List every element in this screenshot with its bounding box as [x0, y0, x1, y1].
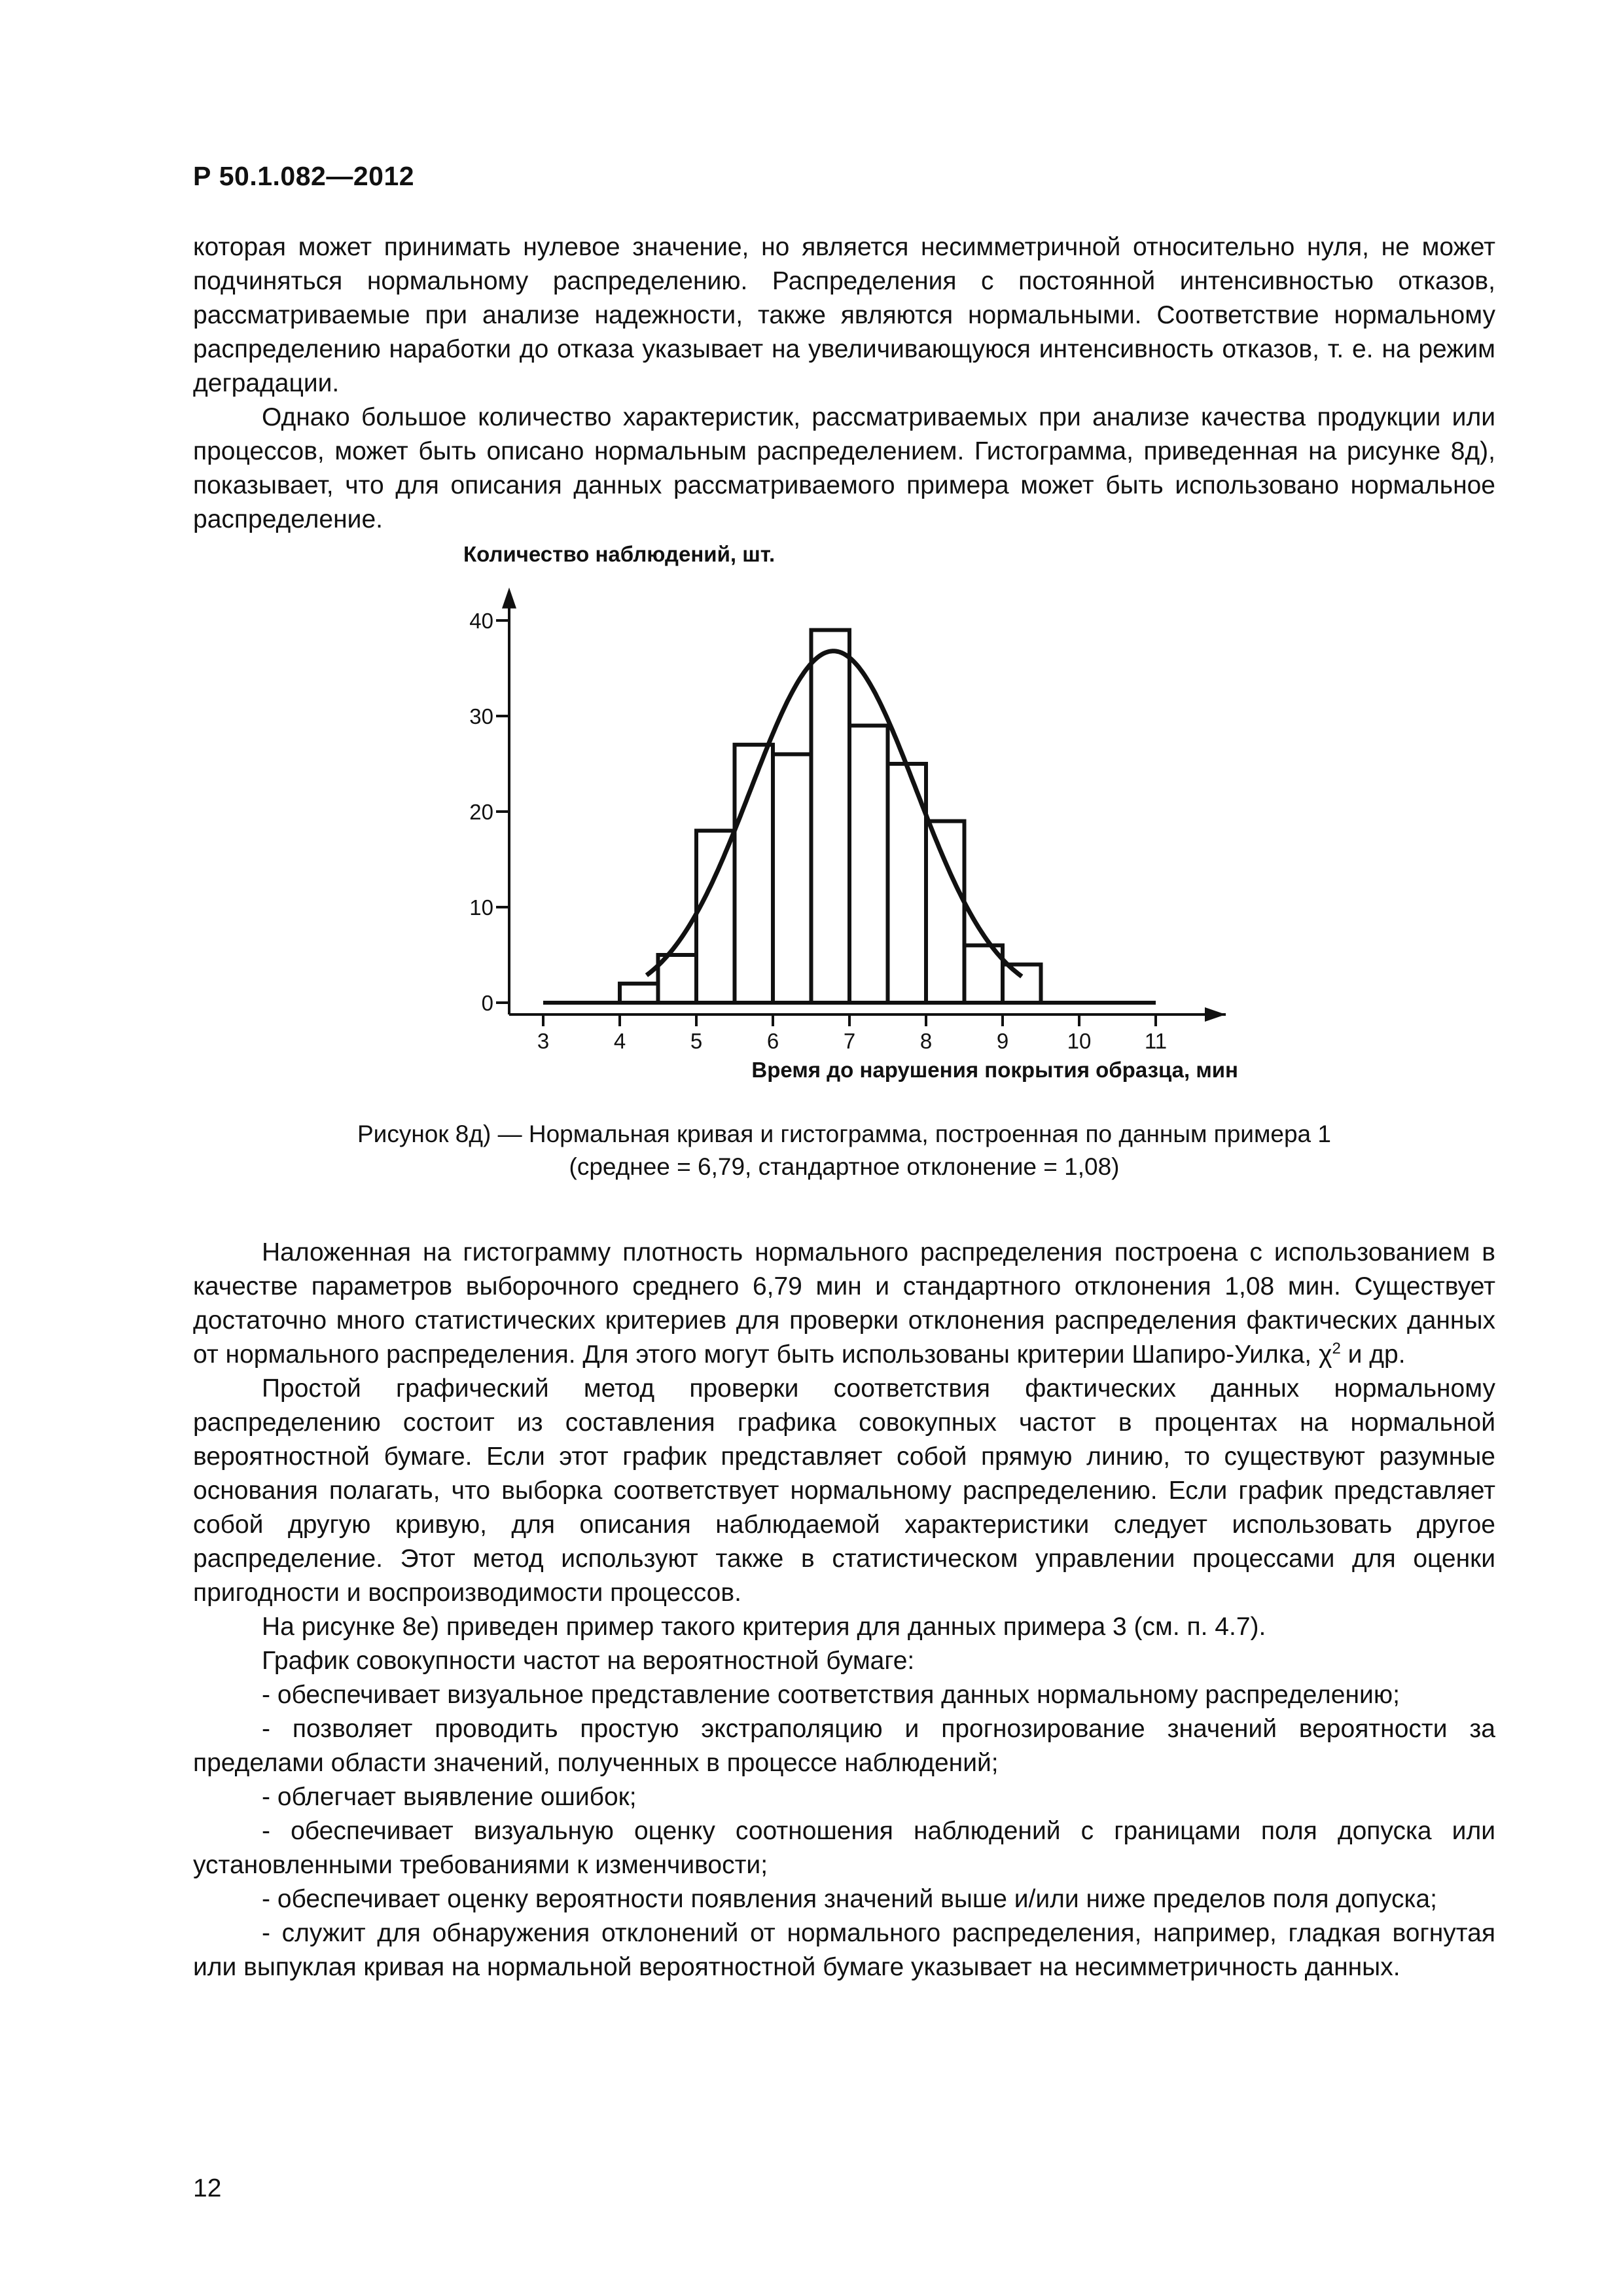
y-axis-arrow — [502, 588, 516, 609]
y-tick-label: 40 — [469, 609, 493, 633]
chart-bars — [543, 630, 1156, 1003]
paragraph-tail: и др. — [1340, 1340, 1406, 1369]
x-tick-label: 5 — [690, 1029, 703, 1053]
normal-curve — [647, 651, 1022, 977]
caption-line: Рисунок 8д) — Нормальная кривая и гистограмма, построенная по данным примера 1 — [357, 1121, 1331, 1147]
paragraph: График совокупности частот на вероятностной бумаге: — [262, 1647, 915, 1675]
x-tick-label: 3 — [537, 1029, 550, 1053]
chart-axes — [502, 588, 1226, 1022]
paragraph: Простой графический метод проверки соответствия фактических данных нормальному распределению состоит из составления графика совокупных частот в процентах на нормальной вероятностной бумаге. Если этот график представляет собой прямую линию, то существуют разумные основания полагать, что выборка соответствует нормальному распределению. Если график представляет собой другую кривую, для описания наблюдаемой характеристики следует использовать другое распределение. Этот метод используют также в статистическом управлении процессами для оценки пригодности и воспроизводимости процессов. — [193, 1374, 1495, 1607]
histogram-bar — [812, 630, 850, 1003]
histogram-bar — [1003, 965, 1041, 1003]
histogram-bar — [735, 745, 774, 1003]
caption-line: (среднее = 6,79, стандартное отклонение = 1,08) — [569, 1153, 1120, 1180]
histogram-bar — [926, 821, 965, 1003]
list-item: - служит для обнаружения отклонений от нормального распределения, например, гладкая вогнутая или выпуклая кривая на нормальной вероятностной бумаге указывает на несимметричность данных. — [193, 1919, 1495, 1981]
histogram-bar — [965, 945, 1003, 1003]
histogram-bar — [773, 754, 812, 1003]
x-axis-label: Время до нарушения покрытия образца, мин — [751, 1058, 1238, 1082]
paragraph-text: Наложенная на гистограмму плотность нормального распределения построена с использованием в качестве параметров выборочного среднего 6,79 мин и стандартного отклонения 1,08 мин. Существует достаточно много статистических критериев для проверки отклонения распределения фактических данных от нормального распределения. Для этого могут быть использованы критерии Шапиро-Уилка, χ — [193, 1238, 1495, 1369]
list-item: - позволяет проводить простую экстраполяцию и прогнозирование значений вероятности за пределами области значений, полученных в процессе наблюдений; — [193, 1715, 1495, 1777]
list-item: - облегчает выявление ошибок; — [262, 1783, 637, 1811]
y-tick-label: 20 — [469, 800, 493, 824]
x-tick-label: 11 — [1144, 1029, 1168, 1053]
histogram-bar — [888, 764, 927, 1003]
histogram-bar — [696, 831, 735, 1003]
chart-curve — [647, 651, 1022, 977]
superscript: 2 — [1332, 1340, 1341, 1357]
x-tick-label: 7 — [843, 1029, 856, 1053]
y-axis-label: Количество наблюдений, шт. — [463, 542, 776, 566]
y-tick-label: 0 — [481, 991, 493, 1015]
y-tick-label: 30 — [469, 704, 493, 728]
x-tick-label: 9 — [996, 1029, 1009, 1053]
paragraph: На рисунке 8е) приведен пример такого критерия для данных примера 3 (см. п. 4.7). — [262, 1613, 1266, 1641]
page-number: 12 — [193, 2174, 222, 2202]
body-text-top — [193, 230, 1495, 537]
x-tick-label: 10 — [1067, 1029, 1092, 1053]
document-header: Р 50.1.082—2012 — [193, 161, 415, 191]
x-tick-label: 6 — [766, 1029, 779, 1053]
list-item: - обеспечивает визуальное представление соответствия данных нормальному распределению; — [262, 1681, 1400, 1709]
chart-ticks — [469, 609, 1167, 1053]
paragraph — [193, 1236, 1495, 1372]
y-tick-label: 10 — [469, 895, 493, 920]
list-item: - обеспечивает визуальную оценку соотношения наблюдений с границами поля допуска или установленными требованиями к изменчивости; — [193, 1817, 1495, 1879]
x-tick-label: 8 — [919, 1029, 933, 1053]
figure-caption — [193, 1118, 1495, 1183]
body-text-bottom — [193, 1236, 1495, 1984]
x-tick-label: 4 — [613, 1029, 626, 1053]
histogram-bar — [620, 984, 658, 1003]
paragraph: Однако большое количество характеристик, рассматриваемых при анализе качества продукции или процессов, может быть описано нормальным распределением. Гистограмма, приведенная на рисунке 8д), показывает, что для описания данных рассматриваемого примера может быть использовано нормальное распределение. — [193, 403, 1495, 533]
x-axis-arrow — [1205, 1007, 1226, 1022]
histogram-bar — [849, 726, 888, 1003]
paragraph: которая может принимать нулевое значение, но является несимметричной относительно нуля, не может подчиняться нормальному распределению. Распределения с постоянной интенсивностью отказов, рассматриваемые при анализе надежности, также являются нормальными. Соответствие нормальному распределению наработки до отказа указывает на увеличивающуюся интенсивность отказов, т. е. на режим деградации. — [193, 233, 1495, 397]
histogram-bar — [658, 955, 697, 1003]
list-item: - обеспечивает оценку вероятности появления значений выше и/или ниже пределов поля допуска; — [262, 1885, 1437, 1913]
